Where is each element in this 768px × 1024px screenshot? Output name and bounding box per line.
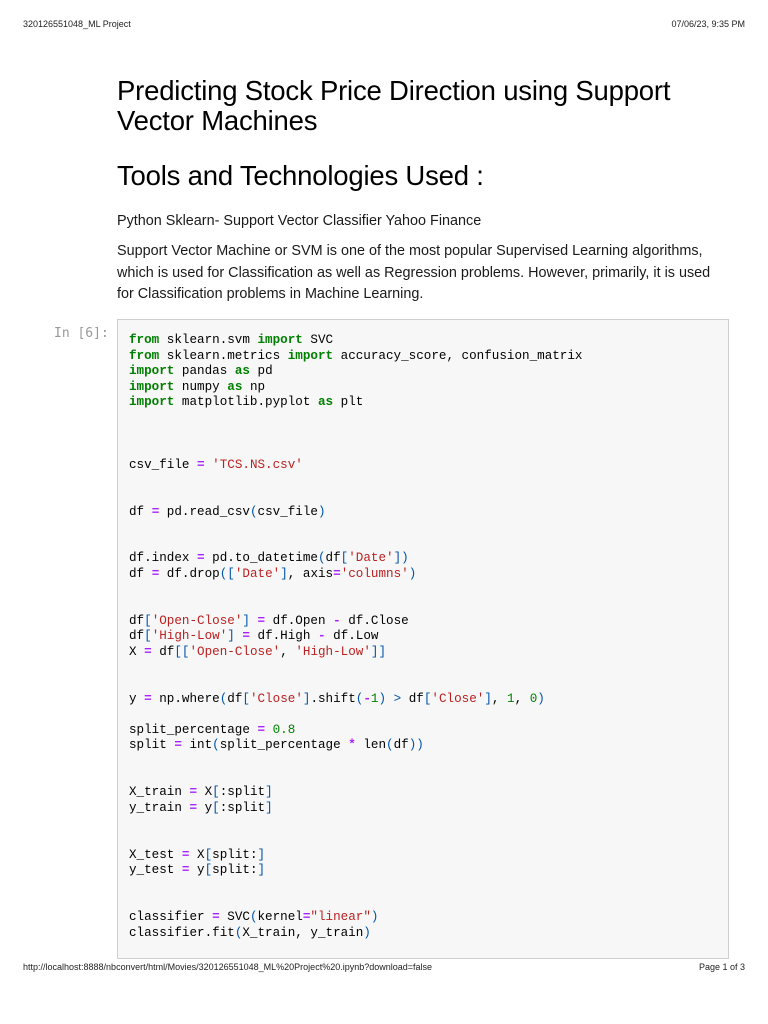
code-token <box>265 723 273 737</box>
code-token: df <box>151 644 175 659</box>
code-line <box>129 894 582 910</box>
code-token: pd.read_csv <box>159 504 250 519</box>
code-token: df <box>401 691 424 706</box>
code-line <box>129 660 582 676</box>
code-token: ( <box>249 504 258 519</box>
code-token: = <box>257 613 266 628</box>
code-token: from <box>129 348 160 363</box>
code-token: [ <box>340 551 349 566</box>
code-token: df <box>325 551 341 566</box>
code-token: ) <box>363 925 371 940</box>
code-line <box>129 879 582 895</box>
code-line <box>129 770 582 786</box>
code-token: split <box>129 738 175 753</box>
code-token: [ <box>144 629 152 644</box>
code-token: ] <box>265 800 273 815</box>
code-token: sklearn.metrics <box>159 348 288 363</box>
code-token: [ <box>144 613 152 628</box>
code-token: accuracy_score, confusion_matrix <box>333 348 583 363</box>
cell-prompt: In [6]: <box>54 326 109 341</box>
code-token: ] <box>257 847 266 862</box>
code-token <box>250 614 258 628</box>
code-token: = <box>181 863 190 878</box>
code-line <box>129 395 582 411</box>
code-line <box>129 442 582 458</box>
code-token: ] <box>302 691 311 706</box>
code-token: = <box>197 457 205 472</box>
code-token: df.Low <box>325 629 379 644</box>
code-token: matplotlib.pyplot <box>174 395 318 410</box>
code-token: ([ <box>219 566 235 581</box>
notebook-content <box>117 76 729 306</box>
code-cell[interactable] <box>117 319 729 959</box>
code-token: 'Date' <box>234 566 281 581</box>
code-token: [ <box>212 785 220 800</box>
code-token: y_test <box>129 863 182 878</box>
code-line <box>129 614 582 630</box>
code-token: pandas <box>174 364 235 379</box>
code-token: :split <box>219 785 266 800</box>
code-token: = <box>257 722 266 737</box>
code-token: df <box>129 613 145 628</box>
code-token: df <box>129 566 152 581</box>
code-token: numpy <box>174 379 228 394</box>
code-line <box>129 473 582 489</box>
code-token: [ <box>204 847 213 862</box>
code-token: df.Open <box>265 613 334 628</box>
code-token: df.drop <box>159 566 220 581</box>
code-token: split: <box>212 863 258 878</box>
code-token: .shift <box>310 691 356 706</box>
print-header-title: 320126551048_ML Project <box>23 19 131 29</box>
code-token: - <box>363 691 371 706</box>
code-token: df <box>227 691 243 706</box>
code-token: [[ <box>174 644 190 659</box>
code-token: = <box>181 847 190 862</box>
code-token: split_percentage <box>129 722 258 737</box>
code-token: * <box>348 738 356 753</box>
code-line <box>129 754 582 770</box>
code-token: X_test <box>129 847 182 862</box>
code-line <box>129 364 582 380</box>
code-token: 0 <box>529 691 538 706</box>
code-token: kernel <box>257 909 303 924</box>
code-token: ] <box>280 566 288 581</box>
code-token: ) <box>370 909 379 924</box>
code-line <box>129 536 582 552</box>
code-token: ]] <box>370 644 387 659</box>
code-token: = <box>144 691 152 706</box>
code-token: as <box>317 395 334 410</box>
code-line <box>129 692 582 708</box>
code-token: X <box>129 644 145 659</box>
code-token: df <box>129 504 152 519</box>
code-line <box>129 458 582 474</box>
code-token: = <box>174 738 182 753</box>
code-line <box>129 489 582 505</box>
code-token: = <box>144 644 152 659</box>
code-block[interactable] <box>129 333 582 941</box>
code-token: split: <box>212 847 258 862</box>
code-token: ) <box>317 504 326 519</box>
code-line <box>129 583 582 599</box>
code-token: 'Open-Close' <box>151 613 243 628</box>
code-token: csv_file <box>257 504 318 519</box>
code-token: = <box>197 551 205 566</box>
code-token: ] <box>265 785 273 800</box>
code-token: X <box>189 847 205 862</box>
code-token: 'columns' <box>340 566 409 581</box>
code-token: from <box>129 333 160 347</box>
code-token: 'High-Low' <box>295 644 371 659</box>
code-line <box>129 380 582 396</box>
code-token: pd.to_datetime <box>204 551 318 566</box>
code-line <box>129 333 582 349</box>
code-line <box>129 567 582 583</box>
code-token: ] <box>484 691 492 706</box>
code-token: - <box>333 613 341 628</box>
code-token: ] <box>242 613 250 628</box>
code-token: , axis <box>287 566 334 581</box>
code-token: X_train, y_train <box>242 925 364 940</box>
code-token: [ <box>423 691 432 706</box>
code-line <box>129 505 582 521</box>
code-token: sklearn.svm <box>159 333 258 347</box>
code-token: np <box>242 379 266 394</box>
code-token: as <box>234 364 250 379</box>
code-token: :split <box>219 800 266 815</box>
code-token: ) <box>537 691 545 706</box>
code-token: = <box>189 800 198 815</box>
code-token: X_train <box>129 785 190 800</box>
code-token: import <box>129 364 175 379</box>
code-token: df.Close <box>340 613 409 628</box>
code-line <box>129 926 582 942</box>
print-footer-url: http://localhost:8888/nbconvert/html/Movies/320126551048_ML%20Project%20.ipynb?download=false <box>23 962 433 972</box>
code-token: import <box>257 333 303 347</box>
code-token: df <box>129 629 145 644</box>
code-token: int <box>181 738 213 753</box>
code-token: = <box>189 785 198 800</box>
code-token: ] <box>257 863 266 878</box>
code-token: , <box>514 691 530 706</box>
code-token: import <box>129 395 175 410</box>
code-token: as <box>227 379 243 394</box>
code-line <box>129 723 582 739</box>
code-token: SVC <box>219 909 250 924</box>
code-token: np.where <box>151 691 220 706</box>
code-token: X <box>197 785 213 800</box>
code-token: import <box>287 348 334 363</box>
code-token: ( <box>386 738 394 753</box>
code-token: df <box>393 738 409 753</box>
code-token: [ <box>242 691 250 706</box>
code-token: y <box>197 800 213 815</box>
code-token: y <box>129 691 145 706</box>
code-token: = <box>151 566 160 581</box>
section-heading: Tools and Technologies Used : <box>117 160 484 191</box>
code-token: ] <box>227 629 235 644</box>
code-line <box>129 832 582 848</box>
code-token: 'TCS.NS.csv' <box>212 457 303 472</box>
code-token: 1 <box>507 691 515 706</box>
code-token: df.High <box>249 629 318 644</box>
code-line <box>129 848 582 864</box>
code-token: SVC <box>302 333 334 347</box>
code-token: pd <box>249 364 273 379</box>
code-token: 'Close' <box>249 691 303 706</box>
code-token: [ <box>204 863 213 878</box>
code-token: = <box>242 629 250 644</box>
code-token: import <box>129 379 175 394</box>
code-token: 'Date' <box>348 551 394 566</box>
code-token: y_train <box>129 800 190 815</box>
code-token: csv_file <box>129 457 198 472</box>
code-token: = <box>212 909 220 924</box>
code-token: "linear" <box>310 909 371 924</box>
code-token: 1 <box>370 691 379 706</box>
print-header-datetime: 07/06/23, 9:35 PM <box>671 19 745 29</box>
code-token: ( <box>355 691 364 706</box>
page-title: Predicting Stock Price Direction using Support Vector Machines <box>117 75 671 136</box>
code-token: ( <box>234 925 243 940</box>
code-token: classifier <box>129 909 213 924</box>
code-token: ( <box>317 551 326 566</box>
code-token: 'Open-Close' <box>189 644 281 659</box>
code-token: ( <box>249 909 258 924</box>
code-line <box>129 910 582 926</box>
tools-text: Python Sklearn- Support Vector Classifier Yahoo Finance <box>117 213 482 229</box>
code-token: = <box>333 566 341 581</box>
code-token: 'Close' <box>431 691 485 706</box>
code-line <box>129 676 582 692</box>
code-token: = <box>302 909 311 924</box>
code-token: , <box>280 644 296 659</box>
code-token: plt <box>333 395 364 410</box>
code-token: , <box>491 691 508 706</box>
code-line <box>129 598 582 614</box>
code-line <box>129 551 582 567</box>
code-token: ]) <box>393 551 409 566</box>
code-token: 0.8 <box>272 722 296 737</box>
code-token: > <box>393 691 402 706</box>
code-line <box>129 427 582 443</box>
code-line <box>129 785 582 801</box>
code-token: ) <box>408 566 417 581</box>
code-line <box>129 629 582 645</box>
print-footer-page: Page 1 of 3 <box>698 962 745 972</box>
code-line <box>129 645 582 661</box>
code-token: split_percentage <box>219 738 349 753</box>
code-token: - <box>317 629 326 644</box>
code-token: ( <box>219 691 228 706</box>
code-token: len <box>355 738 386 753</box>
description-paragraph: Support Vector Machine or SVM is one of the most popular Supervised Learning algorithms, which is used for Classification as well as Regression problems. However, primarily, it is used for Classification problems in Machine Learning. <box>117 243 711 302</box>
code-token: ) <box>378 691 387 706</box>
code-line <box>129 816 582 832</box>
code-token: ( <box>212 738 220 753</box>
code-line <box>129 411 582 427</box>
code-token: = <box>151 504 160 519</box>
code-line <box>129 863 582 879</box>
code-token <box>386 692 394 706</box>
code-line <box>129 707 582 723</box>
code-line <box>129 349 582 365</box>
code-line <box>129 801 582 817</box>
code-token: )) <box>408 738 424 753</box>
code-token: 'High-Low' <box>151 629 228 644</box>
code-token: y <box>189 863 205 878</box>
code-token: df.index <box>129 551 198 566</box>
code-token: classifier.fit <box>129 925 235 940</box>
code-line <box>129 738 582 754</box>
code-token: [ <box>212 800 220 815</box>
code-line <box>129 520 582 536</box>
